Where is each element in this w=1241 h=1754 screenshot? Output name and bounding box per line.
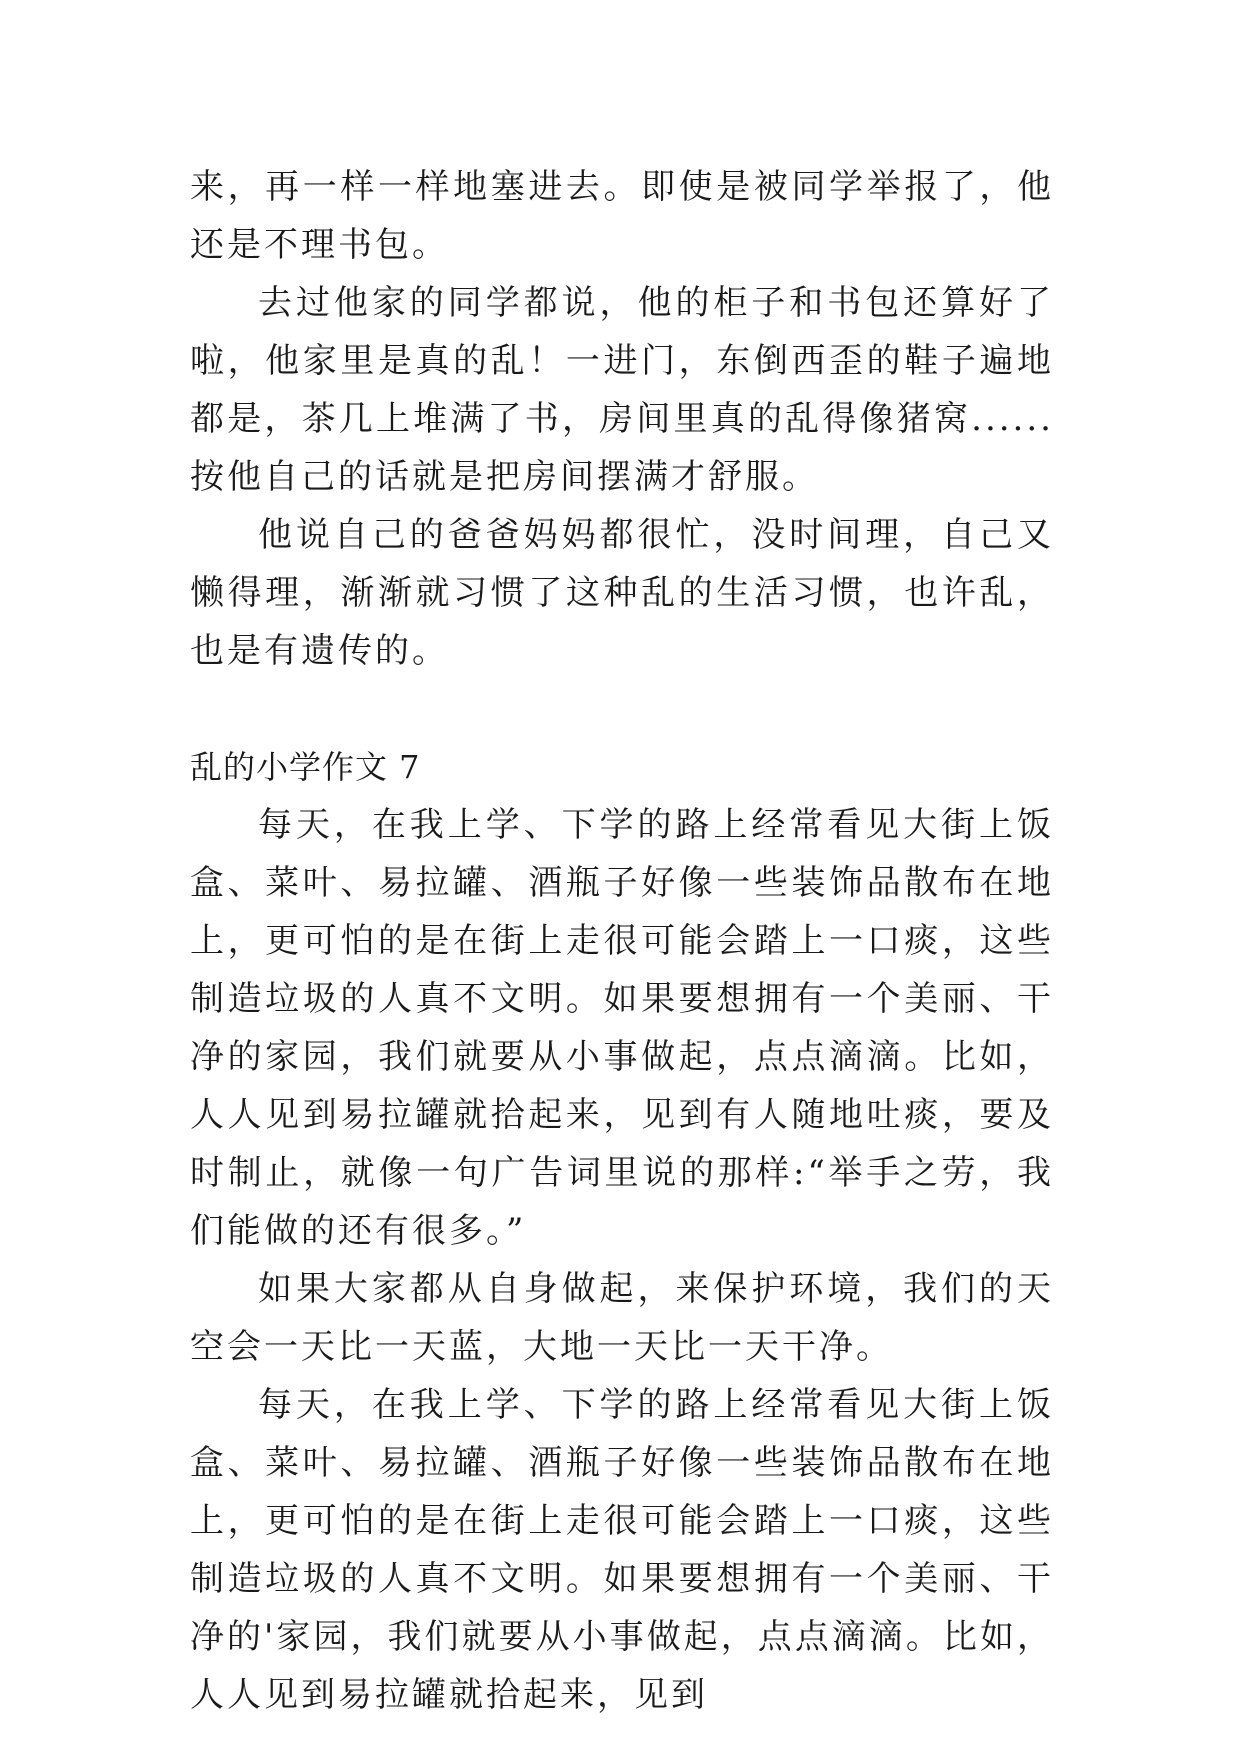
- section-title: 乱的小学作文 7: [190, 748, 421, 786]
- paragraph-street-litter: 每天，在我上学、下学的路上经常看见大街上饭盒、菜叶、易拉罐、酒瓶子好像一些装饰品散布在地上，更可怕的是在街上走很可能会踏上一口痰，这些制造垃圾的人真不文明。如果要想拥有一个美丽、干净的家园，我们就要从小事做起，点点滴滴。比如，人人见到易拉罐就拾起来，见到有人随地吐痰，要及时制止，就像一句广告词里说的那样:“举手之劳，我们能做的还有很多。”: [190, 805, 1054, 1251]
- paragraph-parents-busy: 他说自己的爸爸妈妈都很忙，没时间理，自己又懒得理，渐渐就习惯了这种乱的生活习惯，也许乱，也是有遗传的。: [190, 515, 1054, 671]
- document-body: [190, 158, 1054, 1724]
- paragraph-classmates-visit: 去过他家的同学都说，他的柜子和书包还算好了啦，他家里是真的乱！一进门，东倒西歪的鞋子遍地都是，茶几上堆满了书，房间里真的乱得像猪窝......按他自己的话就是把房间摆满才舒服。: [190, 283, 1054, 497]
- paragraph-street-litter-repeat: 每天，在我上学、下学的路上经常看见大街上饭盒、菜叶、易拉罐、酒瓶子好像一些装饰品散布在地上，更可怕的是在街上走很可能会踏上一口痰，这些制造垃圾的人真不文明。如果要想拥有一个美丽、干净的'家园，我们就要从小事做起，点点滴滴。比如，人人见到易拉罐就拾起来，见到: [190, 1385, 1054, 1715]
- paragraph-protect-environment: 如果大家都从自身做起，来保护环境，我们的天空会一天比一天蓝，大地一天比一天干净。: [190, 1269, 1054, 1367]
- paragraph-continued: 来，再一样一样地塞进去。即使是被同学举报了，他还是不理书包。: [190, 167, 1054, 265]
